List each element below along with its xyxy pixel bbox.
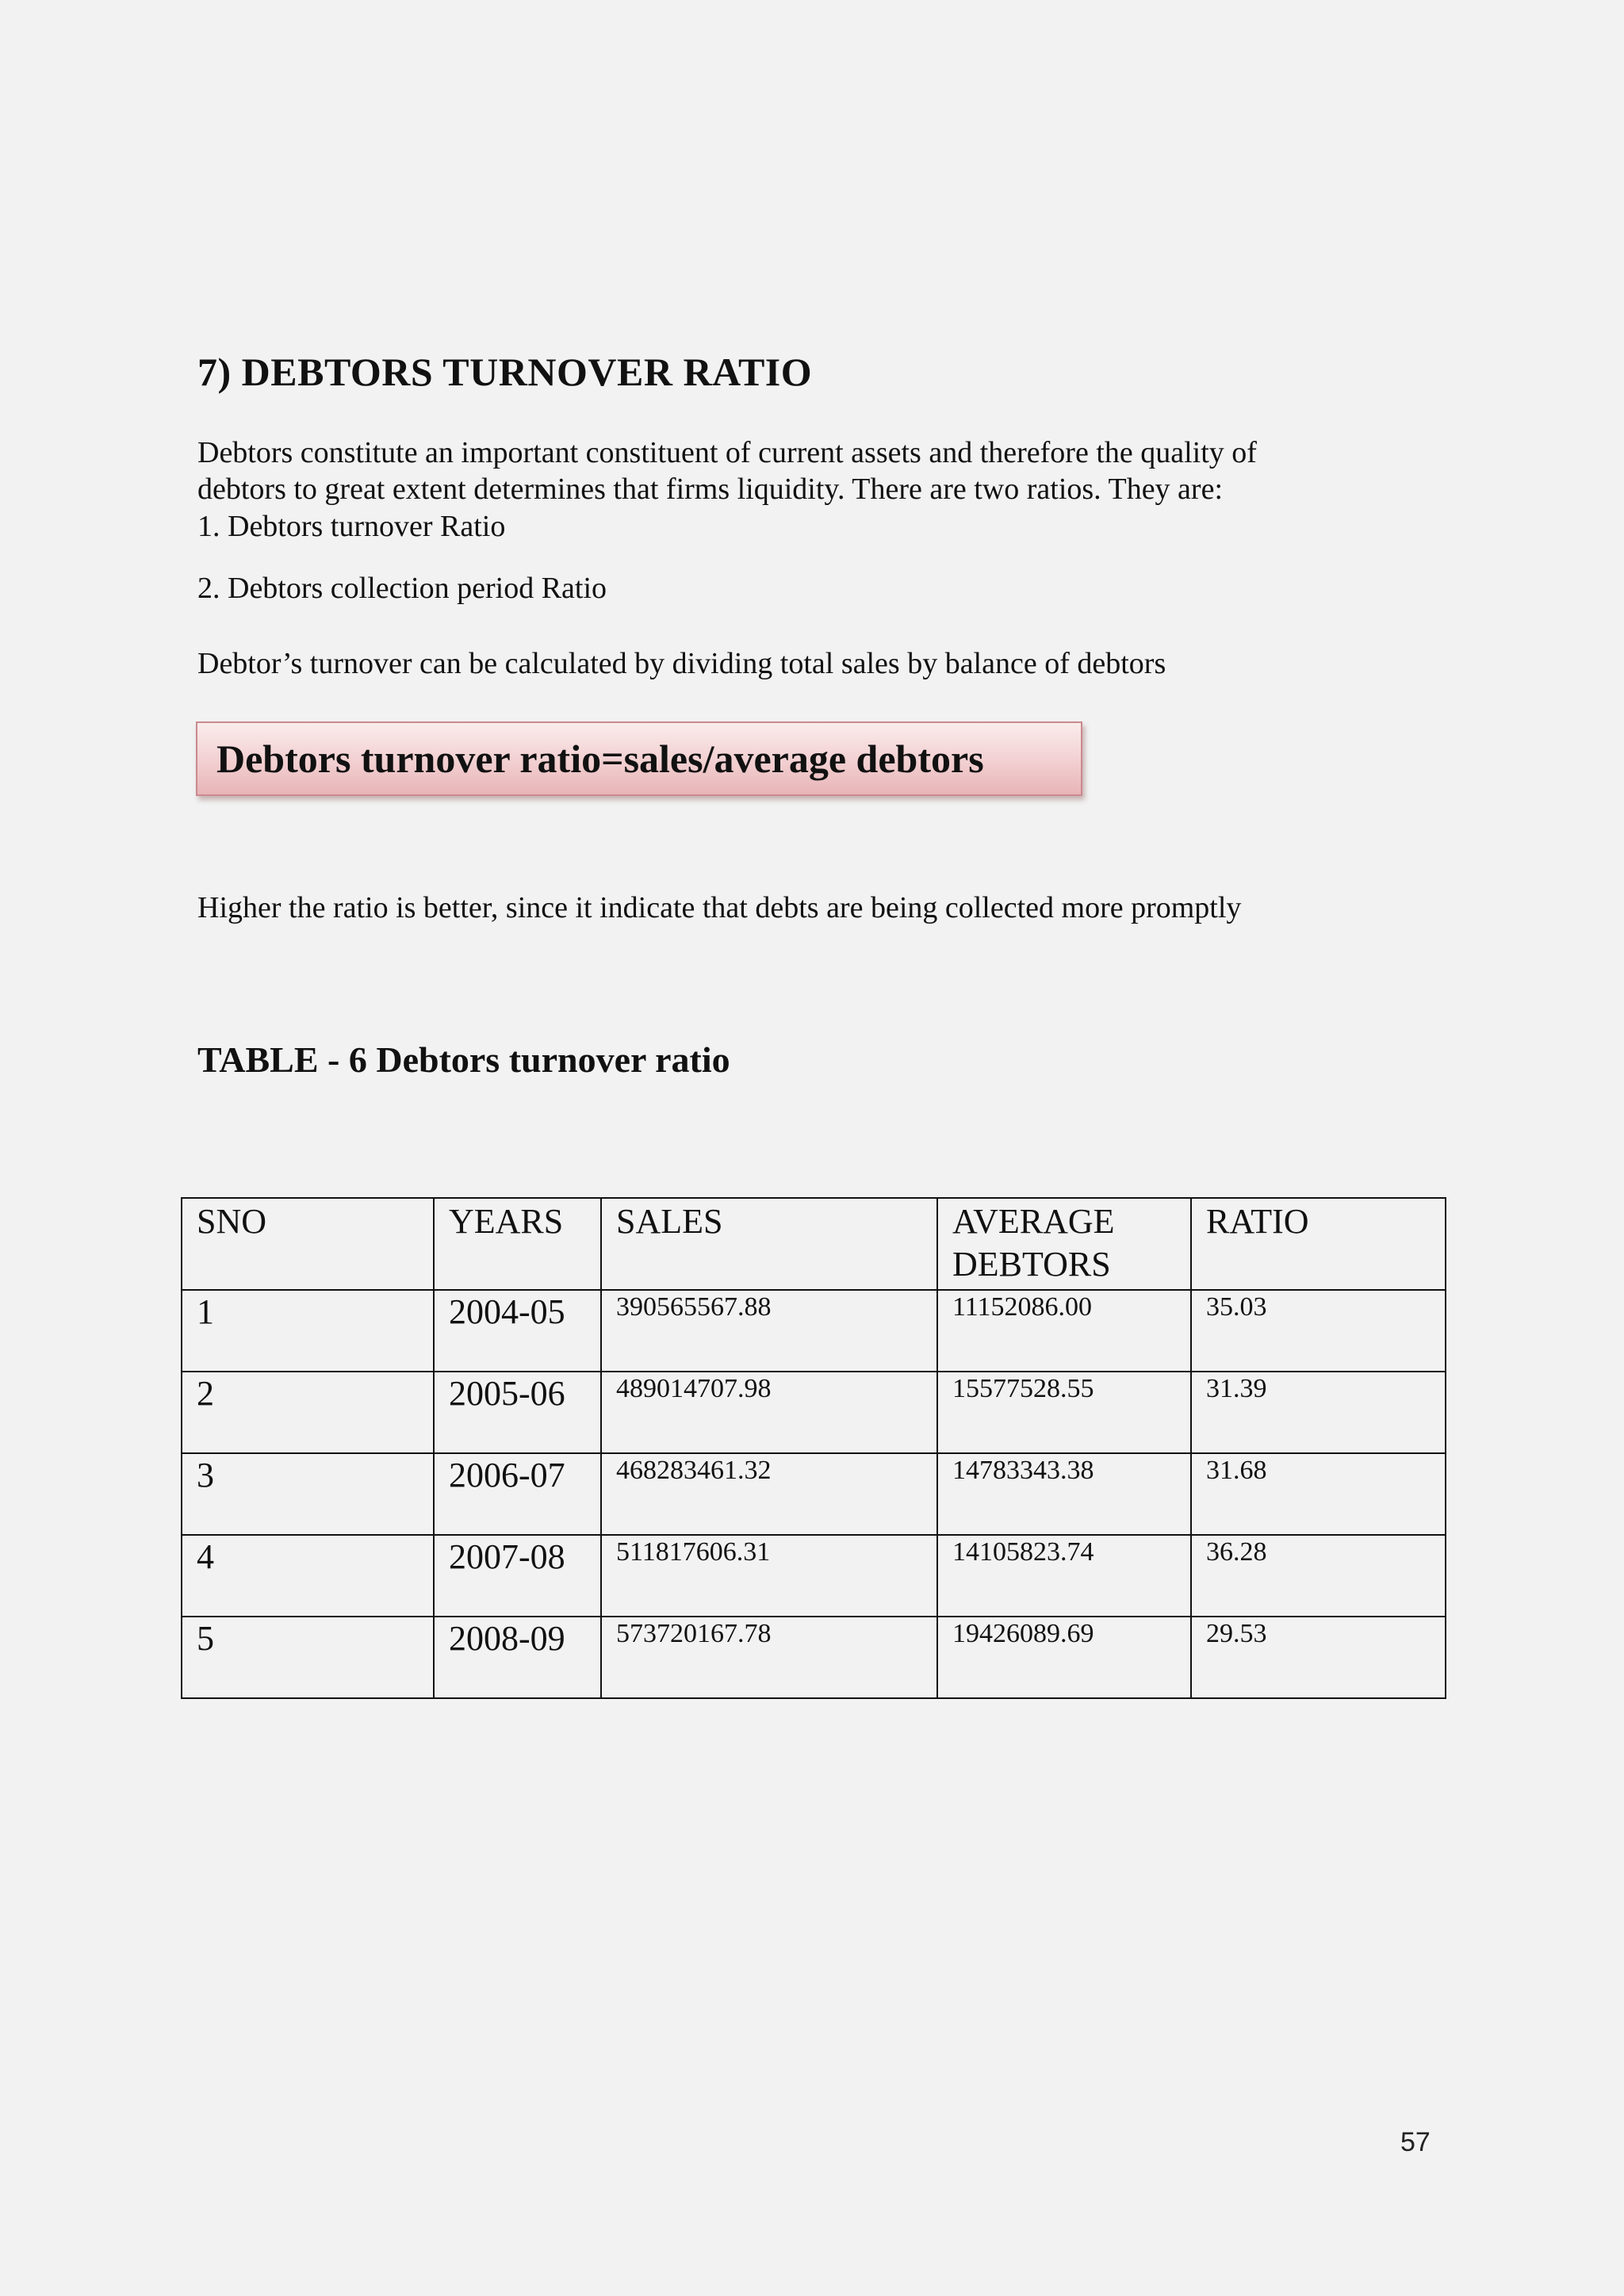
ratio-list-item: 2. Debtors collection period Ratio: [197, 572, 607, 605]
cell-ratio: 31.68: [1191, 1453, 1446, 1535]
cell-sales: 390565567.88: [601, 1290, 937, 1372]
page-number: 57: [1400, 2127, 1431, 2157]
interpretation-text: Higher the ratio is better, since it indicate that debts are being collected more promptly: [197, 891, 1242, 924]
header-sno: SNO: [182, 1198, 434, 1290]
intro-line: Debtors constitute an important constituent of current assets and therefore the quality of: [197, 436, 1257, 469]
cell-sales: 489014707.98: [601, 1372, 937, 1453]
cell-average-debtors: 14105823.74: [937, 1535, 1191, 1617]
cell-sno: 4: [182, 1535, 434, 1617]
table-row: [182, 1372, 1446, 1453]
intro-paragraph: [197, 434, 1355, 507]
cell-average-debtors: 11152086.00: [937, 1290, 1191, 1372]
table-row: [182, 1617, 1446, 1698]
cell-year: 2006-07: [434, 1453, 601, 1535]
calculation-description: Debtor’s turnover can be calculated by dividing total sales by balance of debtors: [197, 647, 1166, 680]
header-average-debtors: AVERAGE DEBTORS: [937, 1198, 1191, 1290]
header-years: YEARS: [434, 1198, 601, 1290]
cell-sales: 511817606.31: [601, 1535, 937, 1617]
cell-ratio: 35.03: [1191, 1290, 1446, 1372]
cell-year: 2005-06: [434, 1372, 601, 1453]
section-heading: 7) DEBTORS TURNOVER RATIO: [197, 350, 813, 394]
cell-year: 2004-05: [434, 1290, 601, 1372]
cell-year: 2008-09: [434, 1617, 601, 1698]
cell-sno: 5: [182, 1617, 434, 1698]
intro-line: debtors to great extent determines that firms liquidity. There are two ratios. They are:: [197, 473, 1224, 506]
cell-average-debtors: 19426089.69: [937, 1617, 1191, 1698]
cell-ratio: 31.39: [1191, 1372, 1446, 1453]
table-row: [182, 1290, 1446, 1372]
debtors-turnover-table: [181, 1197, 1446, 1699]
cell-year: 2007-08: [434, 1535, 601, 1617]
cell-ratio: 36.28: [1191, 1535, 1446, 1617]
ratio-list-item: 1. Debtors turnover Ratio: [197, 510, 506, 543]
cell-sno: 1: [182, 1290, 434, 1372]
table-header-row: [182, 1198, 1446, 1290]
cell-ratio: 29.53: [1191, 1617, 1446, 1698]
cell-sales: 468283461.32: [601, 1453, 937, 1535]
cell-average-debtors: 14783343.38: [937, 1453, 1191, 1535]
header-ratio: RATIO: [1191, 1198, 1446, 1290]
formula-box: [196, 721, 1082, 796]
cell-average-debtors: 15577528.55: [937, 1372, 1191, 1453]
cell-sales: 573720167.78: [601, 1617, 937, 1698]
formula-text: Debtors turnover ratio=sales/average debtors: [216, 737, 984, 781]
cell-sno: 2: [182, 1372, 434, 1453]
header-sales: SALES: [601, 1198, 937, 1290]
table-row: [182, 1535, 1446, 1617]
cell-sno: 3: [182, 1453, 434, 1535]
table-caption: TABLE - 6 Debtors turnover ratio: [197, 1039, 730, 1080]
table-row: [182, 1453, 1446, 1535]
